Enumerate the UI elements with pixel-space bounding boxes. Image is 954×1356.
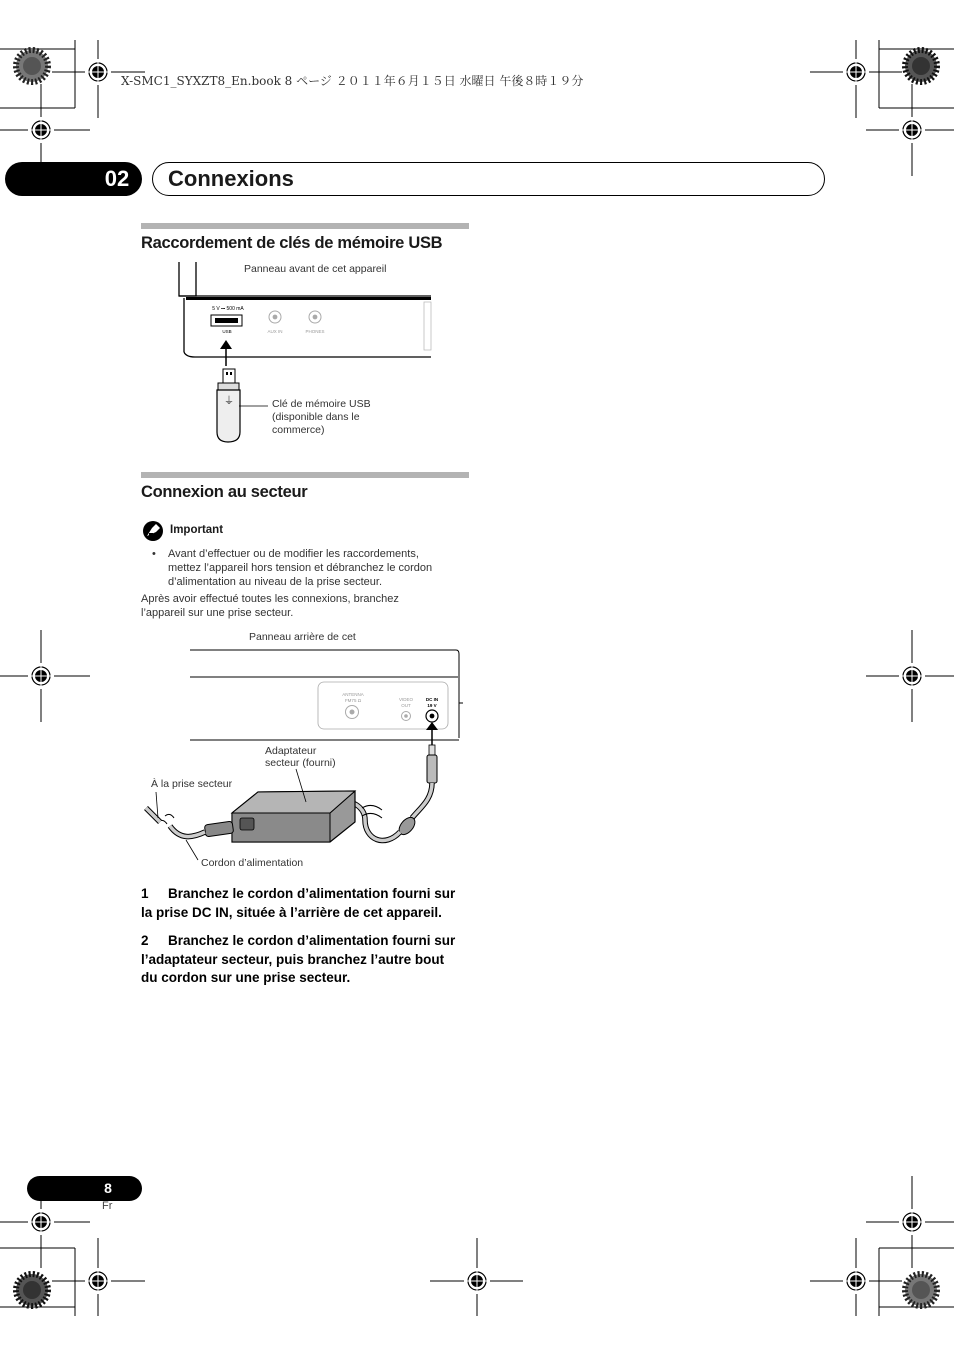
front-panel-label: Panneau avant de cet appareil: [244, 263, 387, 275]
step-1-line-1: Branchez le cordon d’alimentation fourni sur: [168, 886, 456, 901]
usb-section-title: Raccordement de clés de mémoire USB: [141, 234, 443, 252]
paragraph-line-1: Après avoir effectué toutes les connexions, branchez: [141, 593, 399, 605]
power-section-title: Connexion au secteur: [141, 483, 308, 501]
bullet-line-3: d’alimentation au niveau de la prise secteur.: [168, 576, 383, 588]
usb-port-rating: 5 V ⎓ 500 mA: [212, 306, 244, 312]
usb-key-label-line3: commerce): [272, 424, 325, 436]
outlet-label: À la prise secteur: [151, 778, 233, 790]
usb-port-label: USB: [222, 329, 232, 334]
step-2: [141, 932, 471, 988]
video-label-line1: VIDEO: [398, 697, 413, 702]
step-2-number: 2: [141, 933, 149, 948]
step-1-number: 1: [141, 886, 149, 901]
adapter-label-line1: Adaptateur: [265, 745, 317, 757]
antenna-label-line2: FM75 Ω: [344, 698, 362, 703]
chapter-title: Connexions: [168, 166, 294, 191]
important-label: Important: [170, 524, 224, 536]
step-2-line-3: du cordon sur une prise secteur.: [141, 970, 351, 985]
usb-key-label-line1: Clé de mémoire USB: [272, 398, 371, 410]
chapter-number: 02: [104, 166, 130, 191]
aux-in-label: AUX IN: [267, 329, 283, 334]
page-number-tab: [27, 1176, 142, 1201]
adapter-label-line2: secteur (fourni): [265, 757, 336, 769]
bullet-line-2: mettez l’appareil hors tension et débranchez le cordon: [168, 562, 433, 574]
step-1-line-2: la prise DC IN, située à l’arrière de cet appareil.: [141, 904, 442, 920]
cord-label: Cordon d’alimentation: [201, 857, 304, 869]
phones-label: PHONES: [305, 329, 325, 334]
rear-panel-label: Panneau arrière de cet: [249, 631, 356, 643]
step-2-line-2: l’adaptateur secteur, puis branchez l’autre bout: [141, 951, 445, 967]
print-header: X-SMC1_SYXZT8_En.book 8 ページ ２０１１年６月１５日 水曜日 午後８時１９分: [121, 74, 584, 88]
step-1: [141, 885, 471, 922]
antenna-label-line1: ANTENNA: [342, 692, 364, 697]
page-number: 8: [104, 1180, 112, 1196]
page-language: Fr: [102, 1200, 113, 1212]
svg-text:⏚: ⏚: [224, 396, 234, 407]
video-label-line2: OUT: [401, 703, 411, 708]
step-2-line-1: Branchez le cordon d’alimentation fourni sur: [168, 933, 456, 948]
paragraph-line-2: l’appareil sur une prise secteur.: [141, 607, 294, 619]
usb-key-label-line2: (disponible dans le: [272, 411, 360, 423]
dcin-label-line1: DC IN: [425, 697, 439, 702]
bullet-line-1: Avant d’effectuer ou de modifier les raccordements,: [168, 548, 419, 560]
dcin-label-line2: 19 V: [427, 703, 437, 708]
bullet-marker: •: [152, 548, 156, 560]
